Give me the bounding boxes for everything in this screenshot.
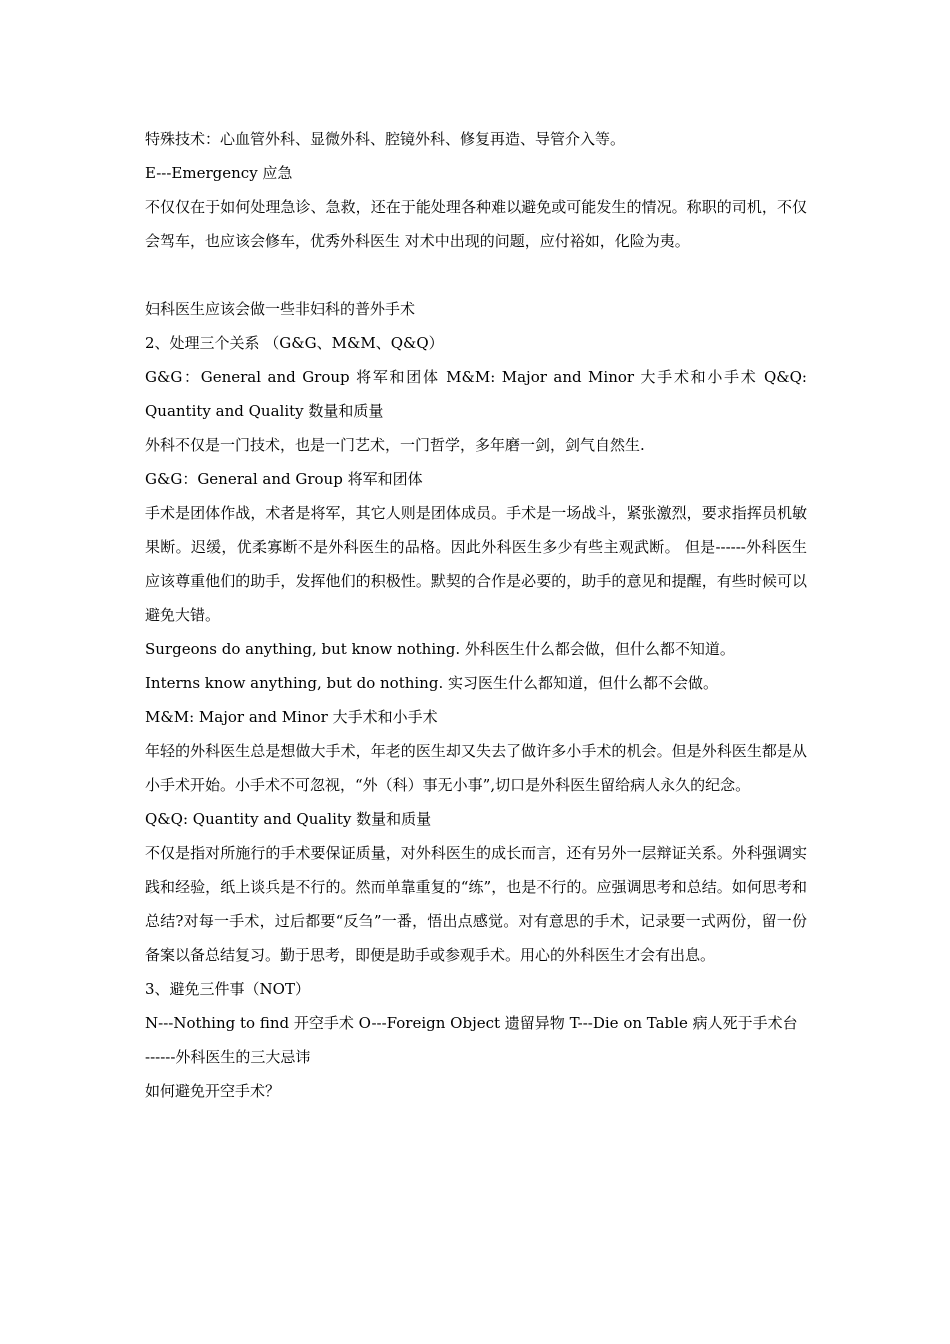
document-body xyxy=(145,122,807,1108)
quote-interns: Interns know anything, but do nothing. 实习医生什么都知道，但什么都不会做。 xyxy=(145,674,718,692)
paragraph-general-group-body: 手术是团体作战，术者是将军，其它人则是团体成员。手术是一场战斗，紧张激烈，要求指挥员机敏果断。迟缓，优柔寡断不是外科医生的品格。因此外科医生多少有些主观武断。 但是------外科医生应该尊重他们的助手，发挥他们的积极性。默契的合作是必要的，助手的意见和提醒，有些时候可以避免大错。 xyxy=(145,504,807,624)
paragraph-three-taboos: ------外科医生的三大忌讳 xyxy=(145,1048,311,1066)
paragraph-not-list: N---Nothing to find 开空手术 O---Foreign Object 遗留异物 T---Die on Table 病人死于手术台 xyxy=(145,1014,798,1032)
paragraph-three-relations-summary: G&G：General and Group 将军和团体 M&M: Major and Minor 大手术和小手术 Q&Q: Quantity and Quality 数量和质量 xyxy=(145,368,807,420)
paragraph-quantity-quality-body: 不仅是指对所施行的手术要保证质量，对外科医生的成长而言，还有另外一层辩证关系。外科强调实践和经验，纸上谈兵是不行的。然而单靠重复的“练”，也是不行的。应强调思考和总结。如何思考和总结?对每一手术，过后都要“反刍”一番，悟出点感觉。对有意思的手术，记录要一式两份，留一份备案以备总结复习。勤于思考，即便是助手或参观手术。用心的外科医生才会有出息。 xyxy=(145,844,807,964)
paragraph-emergency-body: 不仅仅在于如何处理急诊、急救，还在于能处理各种难以避免或可能发生的情况。称职的司机，不仅会驾车，也应该会修车，优秀外科医生 对术中出现的问题，应付裕如，化险为夷。 xyxy=(145,198,807,250)
heading-three-relations: 2、处理三个关系 （G&G、M&M、Q&Q） xyxy=(145,334,444,352)
paragraph-surgery-art: 外科不仅是一门技术，也是一门艺术，一门哲学，多年磨一剑，剑气自然生. xyxy=(145,436,645,454)
heading-emergency: E---Emergency 应急 xyxy=(145,164,293,182)
heading-major-minor: M&M: Major and Minor 大手术和小手术 xyxy=(145,708,438,726)
heading-general-group: G&G：General and Group 将军和团体 xyxy=(145,470,423,488)
paragraph-major-minor-body: 年轻的外科医生总是想做大手术，年老的医生却又失去了做许多小手术的机会。但是外科医生都是从小手术开始。小手术不可忽视，“外（科）事无小事”,切口是外科医生留给病人永久的纪念。 xyxy=(145,742,807,794)
quote-surgeons: Surgeons do anything, but know nothing. 外科医生什么都会做，但什么都不知道。 xyxy=(145,640,735,658)
blank-line xyxy=(145,258,807,292)
heading-quantity-quality: Q&Q: Quantity and Quality 数量和质量 xyxy=(145,810,432,828)
paragraph-gynecology-note: 妇科医生应该会做一些非妇科的普外手术 xyxy=(145,300,416,318)
paragraph-how-avoid: 如何避免开空手术？ xyxy=(145,1082,281,1100)
paragraph-special-techniques: 特殊技术：心血管外科、显微外科、腔镜外科、修复再造、导管介入等。 xyxy=(145,130,626,148)
heading-avoid-three: 3、避免三件事（NOT） xyxy=(145,980,310,998)
